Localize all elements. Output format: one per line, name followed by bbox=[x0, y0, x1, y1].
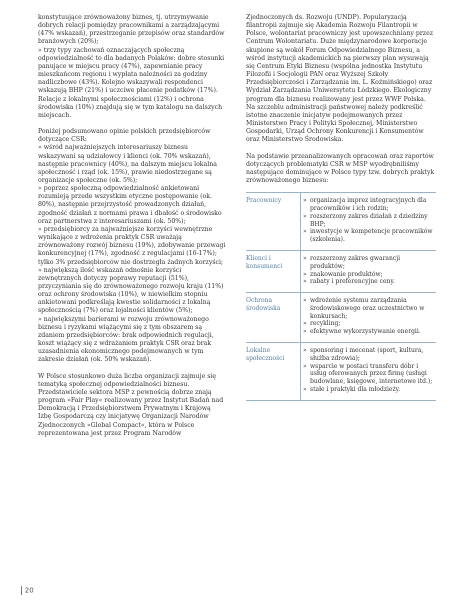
footer-divider bbox=[21, 586, 22, 595]
bullet-glyph: » bbox=[303, 347, 307, 355]
list-item bbox=[303, 320, 436, 328]
row-items bbox=[303, 297, 436, 336]
table-row bbox=[246, 192, 436, 250]
bullet-glyph: » bbox=[303, 278, 307, 286]
bullet-paragraph: » poprzez społeczną odpowiedzialność ankietowani rozumieją przede wszystkim etyczne postępowanie (ok. 80%), następnie przejrzystość prowadzonych działań, zgodność działań z normami prawa i dbałość o środowisko oraz partnerstwa z interesariuszami (ok. 50%); bbox=[38, 185, 222, 225]
paragraph: konstytuujące zrównoważony biznes, tj. utrzymywanie dobrych relacji pomiędzy pracownikami a zarządzającymi (47% wskazań), przestrzeganie przepisów oraz standardów branżowych (20%); bbox=[38, 14, 225, 46]
good-practices-table bbox=[246, 192, 436, 401]
left-column bbox=[38, 14, 226, 438]
bullet-paragraph: » największą ilość wskazań odnośnie korzyści zewnętrznych dotyczy poprawy reputacji (51%), przyczyniania się do zrównoważonego rozwoju kraju (11%) oraz ochrony środowiska (10%), w niewielkim stopniu ankietowani podkreślają kwestie solidarności z lokalną społecznością (7%) oraz lojalności klientów (5%); bbox=[38, 266, 224, 315]
list-item bbox=[303, 197, 436, 213]
page-number: 20 bbox=[24, 586, 34, 595]
list-item-text: efektywne wykorzystywanie energii. bbox=[310, 328, 421, 336]
bullet-glyph: » bbox=[303, 320, 307, 328]
bullet-glyph: » bbox=[303, 362, 307, 370]
row-items bbox=[303, 197, 436, 244]
table-divider bbox=[300, 192, 301, 401]
list-item bbox=[303, 328, 436, 336]
list-item-text: sponsoring i mecenat (sport, kultura, służba zdrowia); bbox=[310, 347, 424, 362]
list-item-text: rozszerzony zakres gwarancji produktów; bbox=[310, 254, 401, 270]
list-item-text: rabaty i preferencyjne ceny. bbox=[310, 278, 395, 286]
row-label: Lokalne społeczności bbox=[246, 347, 285, 362]
list-item-text: inwestycje w kompetencje pracowników (szkolenia). bbox=[310, 228, 433, 244]
table-row bbox=[246, 250, 436, 292]
list-item bbox=[303, 271, 436, 279]
paragraph: W Polsce stosunkowo duża liczba organizacji zajmuje się tematyką społecznej odpowiedzialności biznesu. Przedstawiciele sektora MSP z pewnością dobrze znają program »Fair Play« realizowany przez Instytut Badań nad Demokracją i Przedsiębiorstwem Prywatnym i Krajową Izbę Gospodarczą czy inicjatywę Organizacji Narodów Zjednoczonych »Global Compact«, która w Polsce reprezentowana jest przez Program Narodów bbox=[38, 372, 224, 437]
table-row bbox=[246, 292, 436, 342]
list-item bbox=[303, 347, 436, 363]
bullet-glyph: » bbox=[303, 228, 307, 236]
row-items bbox=[303, 255, 436, 286]
paragraph: Poniżej podsumowano opinie polskich przedsiębiorców dotyczące CSR: bbox=[38, 128, 211, 144]
bullet-glyph: » bbox=[303, 197, 307, 205]
list-item-text: stałe i praktyki dla młodzieży. bbox=[310, 386, 401, 394]
bullet-paragraph: » największymi barierami w rozwoju zrównoważonego biznesu i ryzykami wiążącymi się z tym obszarem są zdaniem przedsiębiorców: brak odpowiednich regulacji, koszt wiążący się z wdrażaniem praktyk CSR oraz brak uzasadnienia ekonomicznego podejmowanych w tym zakresie działań (ok. 50% wskazań). bbox=[38, 315, 214, 364]
bullet-glyph: » bbox=[303, 386, 307, 394]
bullet-glyph: » bbox=[303, 254, 307, 262]
list-item bbox=[303, 213, 436, 229]
bullet-paragraph: » wśród najważniejszych interesariuszy biznesu wskazywani są udziałowcy i klienci (ok. 70% wskazań), następnie pracownicy (40%), na dalszym miejscu lokalna społeczność i rząd (ok. 15%), prawie niedostrzegane są organizacje społeczne (ok. 5%); bbox=[38, 144, 217, 184]
list-item bbox=[303, 278, 436, 286]
list-item-text: rozszerzony zakres działań z dziedziny BHP; bbox=[310, 212, 428, 228]
bullet-paragraph: » trzy typy zachowań oznaczających społeczną odpowiedzialność to dla badanych Polaków: dobre stosunki panujące w miejscu pracy (47%), zapewnianie pracy mieszkańcom regionu i wypłata należności za godziny nadliczbowe (43%). Kolejno wskazywali respondenci wskazują BHP (21%) i uczciwe płacenie podatków (17%). Relacje z lokalnymi społecznościami (12%) i ochrona środowiska (10%) znajdują się w tym katalogu na dalszych miejscach. bbox=[38, 46, 225, 119]
row-label: Ochrona środowiska bbox=[246, 297, 281, 312]
list-item-text: wsparcie w postaci transferu dóbr i usług oferowanych przez firmę (usługi budowlane, księgowe, internetowe itd.); bbox=[310, 362, 433, 386]
bullet-glyph: » bbox=[303, 212, 307, 220]
row-label: Pracownicy bbox=[246, 197, 282, 205]
list-item bbox=[303, 228, 436, 244]
right-column bbox=[246, 14, 436, 401]
paragraph: Zjednoczonych ds. Rozwoju (UNDP). Popularyzacją filantropii zajmuje się Akademia Rozwoju Filantropii w Polsce, wolontariat pracowniczy jest upowszechniany przez Centrum Wolontariatu. Duże międzynarodowe korporacje skupione są wokół Forum Odpowiedzialnego Biznesu, a wśród instytucji akademickich na pierwszy plan wysuwają się Centrum Etyki Biznesu (wspólna jednostka Instytutu Filozofii i Socjologii PAN oraz Wyższej Szkoły Przedsiębiorczości i Zarządzania im. L. Koźmińskiego) oraz Wydział Zarządzania Uniwersytetu Łódzkiego. Ekologiczny program dla biznesu realizowany jest przez WWF Polska. Na szczeblu administracji państwowej należy podkreślić istotne znaczenie inicjatyw podejmowanych przez Ministerstwo Pracy i Polityki Społecznej, Ministerstwo Gospodarki, Urząd Ochrony Konkurencji i Konsumentów oraz Ministerstwo Środowiska. bbox=[246, 14, 433, 144]
paragraph: Na podstawie przeanalizowanych opracowań oraz raportów dotyczących problematyki CSR w MSP wyodrębniliśmy następujące dominujące w Polsce typy tzw. dobrych praktyk zrównoważonego biznesu: bbox=[246, 152, 435, 184]
row-label: Klienci i konsumenci bbox=[246, 254, 283, 270]
list-item bbox=[303, 255, 436, 271]
page-footer bbox=[21, 586, 34, 595]
bullet-glyph: » bbox=[303, 297, 307, 305]
list-item-text: wdrożenie systemu zarządzania środowiskowego oraz uczestnictwo w konkursach; bbox=[310, 297, 425, 320]
row-items bbox=[303, 347, 436, 394]
bullet-paragraph: » przedsiębiorcy za najważniejsze korzyści wewnętrzne wynikające z wdrożenia praktyk CSR uważają zrównoważony rozwój biznesu (19%), zdobywanie przewagi konkurencyjnej (17%), zgodność z regulacjami (16-17%); tylko 3% przedsiębiorców nie dostrzegła żadnych korzyści; bbox=[38, 225, 226, 266]
bullet-glyph: » bbox=[303, 328, 307, 336]
list-item-text: recykling; bbox=[310, 320, 341, 328]
list-item-text: znakowanie produktów; bbox=[310, 270, 383, 278]
list-item bbox=[303, 386, 436, 394]
bullet-glyph: » bbox=[303, 270, 307, 278]
list-item bbox=[303, 363, 436, 386]
table-row bbox=[246, 342, 436, 401]
list-item bbox=[303, 297, 436, 320]
list-item-text: organizacja imprez integracyjnych dla pracowników i ich rodzin; bbox=[310, 197, 427, 212]
